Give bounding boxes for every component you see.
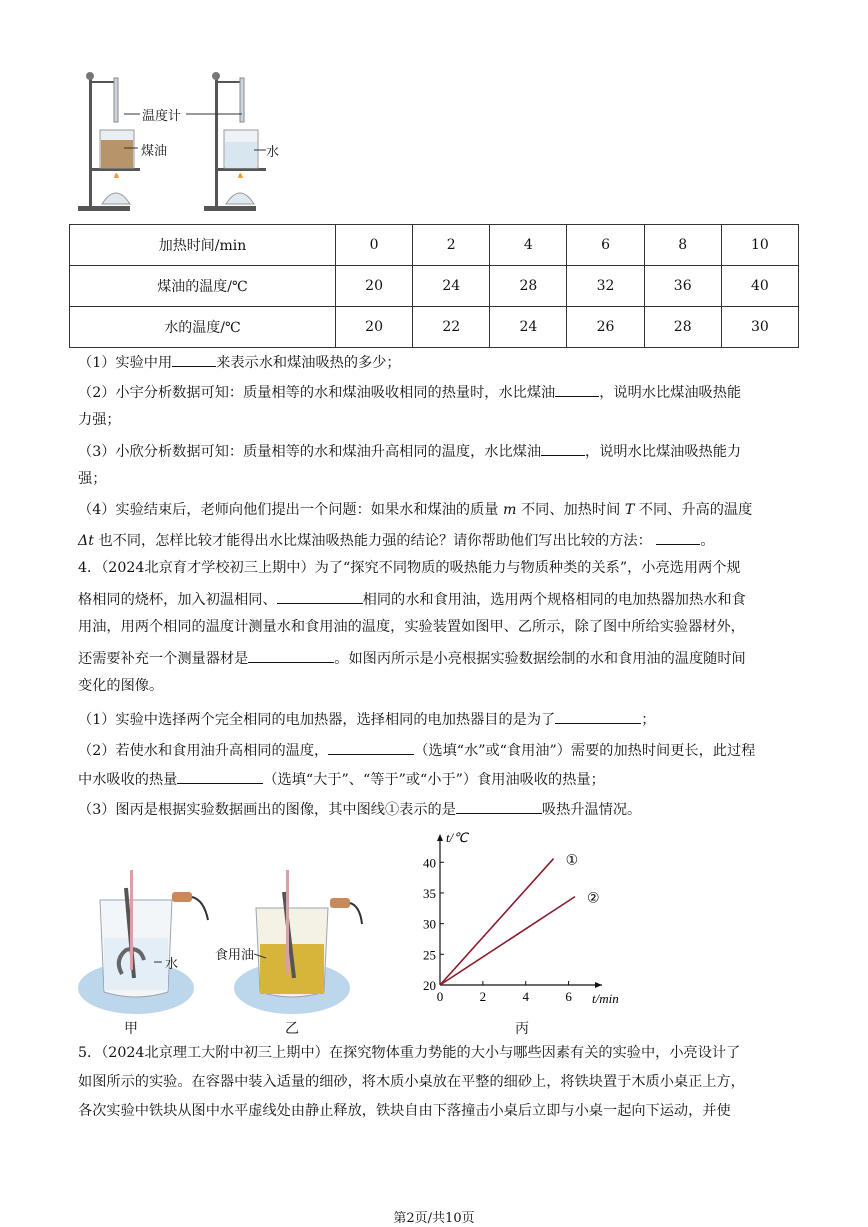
caption-jia: 甲 [124,1021,138,1037]
table-cell: 32 [567,266,644,307]
answer-blank [456,798,542,814]
row-label: 加热时间/min [70,225,336,266]
row-label: 煤油的温度/℃ [70,266,336,307]
answer-blank [328,739,414,755]
y-axis-label: t/℃ [446,830,468,845]
q5-line3: 各次实验中铁块从图中水平虚线处由静止释放，铁块自由下落撞击小桌后立即与小桌一起向下运动，并使 [78,1103,731,1119]
x-tick-label: 0 [436,989,444,1004]
q3-sub3-cont: 强； [78,471,107,487]
y-axis-arrow [437,834,443,841]
label-water-top: 水 [266,145,280,160]
table-cell: 20 [336,266,413,307]
series-label-2: ② [587,890,600,907]
q5-line1: 5．（2024北京理工大附中初三上期中）在探究物体重力势能的大小与哪些因素有关的实验中，小亮设计了 [78,1045,741,1061]
q4-sub1: （1）实验中选择两个完全相同的电加热器，选择相同的电加热器目的是为了 ； [78,708,655,730]
x-tick-label: 4 [522,989,529,1004]
temperature-table [69,224,799,348]
q5-line2: 如图所示的实验。在容器中装入适量的细砂，将木质小桌放在平整的细砂上，将铁块置于木质小桌正上方， [78,1074,745,1090]
table-cell: 28 [490,266,567,307]
table-cell: 4 [490,225,567,266]
table-cell: 20 [336,307,413,348]
table-cell: 28 [644,307,721,348]
table-row [70,225,799,266]
label-thermometer: 温度计 [142,109,182,124]
q4-line3: 用油，用两个相同的温度计测量水和食用油的温度，实验装置如图甲、乙所示，除了图中所给实验器材外， [78,619,745,635]
table-cell: 24 [490,307,567,348]
y-tick-label: 35 [423,885,436,901]
q4-line1: 4．（2024北京育才学校初三上期中）为了“探究不同物质的吸热能力与物质种类的关系”，小亮选用两个规 [78,560,741,576]
answer-blank [177,768,263,784]
row-label: 水的温度/℃ [70,307,336,348]
table-row [70,307,799,348]
series-label-1: ① [565,852,579,869]
caption-yi: 乙 [285,1021,299,1037]
q4-line2: 格相同的烧杯，加入初温相同、 相同的水和食用油，选用两个规格相同的电加热器加热水和食 [78,588,746,610]
answer-blank [656,529,700,545]
q3-sub1: （1）实验中用 来表示水和煤油吸热的多少； [78,351,401,373]
x-tick-label: 2 [479,989,487,1004]
q4-line5: 变化的图像。 [78,678,164,694]
table-cell: 10 [721,225,798,266]
x-axis-arrow [595,982,602,988]
temperature-time-chart [410,828,640,1008]
table-row [70,266,799,307]
y-tick-label: 30 [423,916,436,932]
page-footer: 第2页/共10页 [393,1211,475,1226]
label-water-beaker: 水 [165,957,179,972]
table-cell: 22 [413,307,490,348]
q3-sub2-cont: 力强； [78,412,121,428]
table-cell: 30 [721,307,798,348]
answer-blank [555,708,641,724]
q4-sub2-cont: 中水吸收的热量 （选填“大于”、“等于”或“小于”）食用油吸收的热量； [78,768,605,790]
q3-sub4: （4）实验结束后，老师向他们提出一个问题：如果水和煤油的质量 m 不同、加热时间 T 不同、升高的温度 [78,502,753,518]
table-cell: 6 [567,225,644,266]
label-oil-beaker: 食用油 [215,948,255,963]
q3-sub2: （2）小宇分析数据可知：质量相等的水和煤油吸收相同的热量时，水比煤油 ，说明水比煤油吸热能 [78,381,741,403]
answer-blank [555,381,599,397]
table-cell: 36 [644,266,721,307]
x-axis-label: t/min [592,991,619,1006]
answer-blank [248,647,334,663]
y-tick-label: 20 [423,978,436,993]
caption-bing: 丙 [515,1021,529,1037]
y-tick-label: 40 [423,855,436,871]
q4-line4: 还需要补充一个测量器材是 。如图丙所示是小亮根据实验数据绘制的水和食用油的温度随时间 [78,647,746,669]
top-apparatus-figure [74,64,324,216]
label-kerosene: 煤油 [141,144,168,159]
y-tick-label: 25 [423,947,436,963]
table-cell: 2 [413,225,490,266]
beaker-oil [234,870,362,1014]
beaker-water [78,870,208,1014]
answer-blank [277,588,363,604]
table-cell: 26 [567,307,644,348]
q3-sub4-cont: Δt 也不同，怎样比较才能得出水比煤油吸热能力强的结论？请你帮助他们写出比较的方法： 。 [78,529,715,551]
table-cell: 24 [413,266,490,307]
right-stand [204,72,266,211]
left-stand [78,72,140,211]
x-tick-label: 6 [565,989,572,1004]
q4-sub2: （2）若使水和食用油升高相同的温度， （选填“水”或“食用油”）需要的加热时间更长，此过程 [78,739,755,761]
answer-blank [541,440,585,456]
q4-sub3: （3）图丙是根据实验数据画出的图像，其中图线①表示的是 吸热升温情况。 [78,798,641,820]
answer-blank [172,351,216,367]
table-cell: 0 [336,225,413,266]
q3-sub3: （3）小欣分析数据可知：质量相等的水和煤油升高相同的温度，水比煤油 ，说明水比煤油吸热能力 [78,440,741,462]
table-cell: 40 [721,266,798,307]
table-cell: 8 [644,225,721,266]
